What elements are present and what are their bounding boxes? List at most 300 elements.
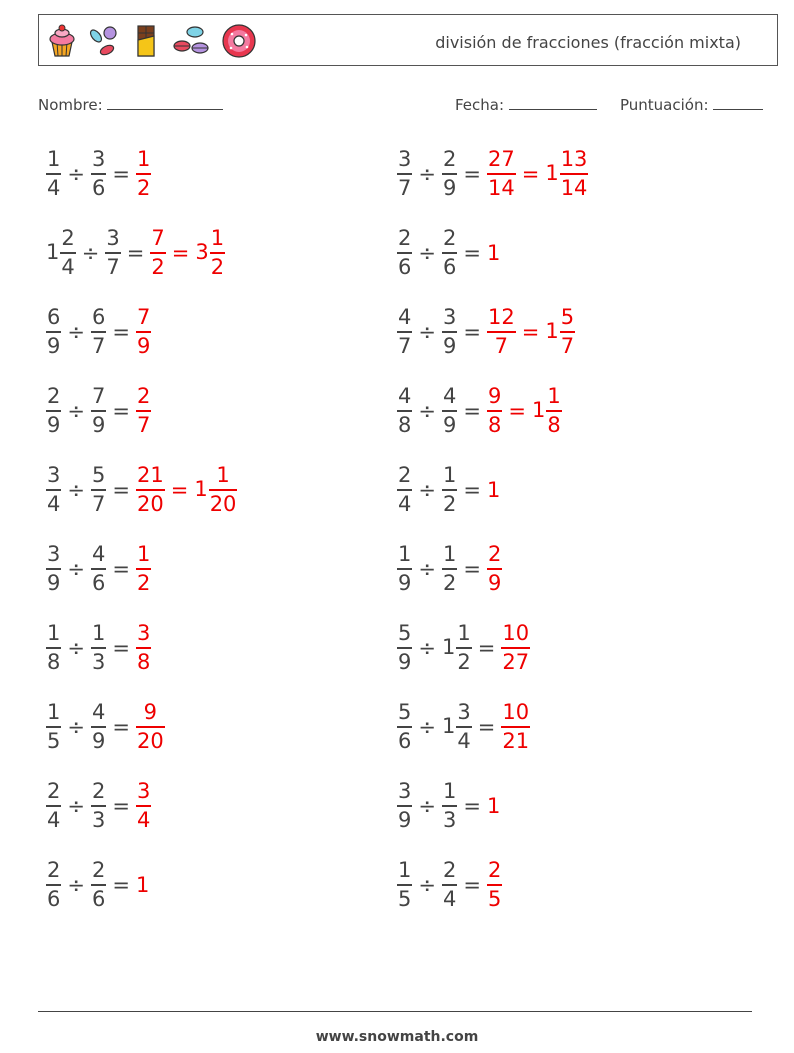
numerator: 1 [136, 147, 151, 171]
problem-3 [46, 223, 225, 283]
number [91, 860, 106, 910]
fraction [105, 228, 120, 278]
number [501, 702, 530, 752]
denominator: 3 [442, 808, 457, 832]
fraction-bar [46, 805, 61, 807]
fraction [397, 544, 412, 594]
numerator: 4 [91, 542, 106, 566]
fraction-bar [487, 410, 502, 412]
denominator: 7 [494, 334, 509, 358]
equals-sign: = [477, 715, 496, 739]
numerator: 2 [442, 858, 457, 882]
number [136, 544, 151, 594]
denominator: 7 [91, 492, 106, 516]
number [91, 702, 106, 752]
divide-sign: ÷ [67, 794, 85, 818]
numerator: 1 [47, 147, 61, 171]
number [136, 702, 165, 752]
number [91, 623, 106, 673]
fraction-bar [136, 410, 151, 412]
fraction [487, 386, 502, 436]
number [46, 307, 61, 357]
fraction [150, 228, 165, 278]
fraction-bar [91, 726, 106, 728]
fraction-bar [136, 173, 151, 175]
fraction [397, 386, 412, 436]
numerator: 1 [398, 542, 412, 566]
fraction-bar [150, 252, 165, 254]
denominator: 9 [47, 571, 61, 595]
denominator: 2 [442, 492, 457, 516]
problem-2 [397, 144, 588, 204]
numerator: 3 [398, 147, 412, 171]
number [91, 307, 106, 357]
numerator: 2 [91, 779, 106, 803]
numerator: 10 [502, 621, 530, 645]
fraction-bar [442, 252, 457, 254]
number [442, 465, 457, 515]
fraction [456, 623, 471, 673]
fraction-bar [487, 568, 502, 570]
denominator: 4 [136, 808, 151, 832]
fraction-bar [136, 647, 151, 649]
problem-8 [397, 381, 562, 441]
problem-14 [397, 618, 530, 678]
number [487, 544, 502, 594]
number [397, 702, 412, 752]
fraction [210, 228, 225, 278]
number [46, 623, 61, 673]
number [397, 465, 412, 515]
fraction [397, 781, 412, 831]
numerator: 3 [47, 542, 61, 566]
denominator: 20 [209, 492, 237, 516]
equals-sign: = [521, 162, 540, 186]
numerator: 27 [487, 147, 515, 171]
score-label: Puntuación: [620, 96, 709, 114]
denominator: 8 [547, 413, 561, 437]
fraction-bar [546, 410, 561, 412]
whole-part: 3 [195, 240, 209, 264]
fraction [46, 149, 61, 199]
equals-sign: = [112, 794, 130, 818]
whole-part: 1 [194, 477, 208, 501]
whole-part: 1 [545, 319, 559, 343]
equals-sign: = [508, 399, 526, 423]
fraction-bar [136, 726, 165, 728]
denominator: 6 [442, 255, 457, 279]
divide-sign: ÷ [418, 557, 436, 581]
fraction [397, 149, 412, 199]
equals-sign: = [463, 557, 481, 581]
name-label: Nombre: [38, 96, 103, 114]
fraction-bar [397, 805, 412, 807]
problem-15 [46, 697, 165, 757]
number [46, 149, 61, 199]
number [46, 702, 61, 752]
denominator: 3 [91, 808, 106, 832]
fraction [560, 307, 575, 357]
numerator: 2 [398, 463, 412, 487]
equals-sign: = [463, 241, 481, 265]
fraction [136, 702, 165, 752]
number [397, 228, 412, 278]
denominator: 5 [47, 729, 61, 753]
whole-part: 1 [486, 241, 501, 265]
fraction-bar [46, 489, 61, 491]
fraction-bar [560, 331, 575, 333]
numerator: 5 [91, 463, 106, 487]
fraction-bar [442, 884, 457, 886]
equals-sign: = [463, 794, 481, 818]
fraction [46, 307, 61, 357]
numerator: 1 [442, 779, 457, 803]
numerator: 1 [91, 621, 106, 645]
fraction [46, 781, 61, 831]
divide-sign: ÷ [67, 162, 85, 186]
problem-9 [46, 460, 237, 520]
number [397, 307, 412, 357]
fraction-bar [501, 647, 530, 649]
number [442, 781, 457, 831]
equals-sign: = [112, 320, 130, 344]
fraction [46, 465, 61, 515]
number [442, 623, 472, 673]
date-field [455, 95, 597, 114]
fraction [46, 544, 61, 594]
chocolate-icon [133, 24, 161, 58]
fraction [442, 781, 457, 831]
number [442, 149, 457, 199]
numerator: 2 [91, 858, 106, 882]
divide-sign: ÷ [67, 873, 85, 897]
numerator: 5 [398, 700, 412, 724]
number [136, 465, 165, 515]
denominator: 8 [47, 650, 61, 674]
fraction-bar [456, 647, 471, 649]
numerator: 1 [210, 226, 225, 250]
fraction-bar [442, 331, 457, 333]
numerator: 1 [47, 700, 61, 724]
fraction-bar [456, 726, 471, 728]
divide-sign: ÷ [418, 399, 436, 423]
equals-sign: = [112, 399, 130, 423]
fraction [46, 386, 61, 436]
fraction-bar [397, 726, 412, 728]
problem-19 [46, 855, 150, 915]
number [397, 781, 412, 831]
numerator: 3 [136, 779, 151, 803]
denominator: 21 [502, 729, 530, 753]
numerator: 1 [216, 463, 230, 487]
numerator: 4 [91, 700, 106, 724]
denominator: 4 [398, 492, 412, 516]
denominator: 9 [487, 571, 502, 595]
numerator: 1 [442, 463, 457, 487]
equals-sign: = [477, 636, 496, 660]
problem-20 [397, 855, 502, 915]
fraction [397, 465, 412, 515]
fraction-bar [46, 647, 61, 649]
number [105, 228, 120, 278]
numerator: 1 [547, 384, 561, 408]
problem-12 [397, 539, 502, 599]
equals-sign: = [171, 241, 190, 265]
numerator: 1 [457, 621, 471, 645]
whole-part: 1 [545, 161, 559, 185]
equals-sign: = [463, 478, 481, 502]
number [46, 781, 61, 831]
fraction [442, 544, 457, 594]
candy-icon [87, 24, 123, 58]
denominator: 6 [91, 887, 106, 911]
fraction-bar [136, 568, 151, 570]
footer-divider [38, 1011, 752, 1012]
numerator: 3 [47, 463, 61, 487]
cupcake-icon [47, 24, 77, 58]
denominator: 9 [136, 334, 151, 358]
denominator: 2 [457, 650, 471, 674]
denominator: 27 [502, 650, 530, 674]
fraction-bar [105, 252, 120, 254]
fraction-bar [501, 726, 530, 728]
numerator: 2 [442, 226, 457, 250]
numerator: 6 [91, 305, 106, 329]
numerator: 3 [442, 305, 457, 329]
numerator: 9 [487, 384, 502, 408]
problem-7 [46, 381, 151, 441]
denominator: 2 [442, 571, 457, 595]
worksheet-header [38, 14, 778, 66]
date-label: Fecha: [455, 96, 505, 114]
problem-18 [397, 776, 501, 836]
numerator: 3 [398, 779, 412, 803]
fraction [442, 228, 457, 278]
numerator: 2 [47, 384, 61, 408]
denominator: 7 [106, 255, 120, 279]
number [397, 860, 412, 910]
numerator: 1 [398, 858, 412, 882]
divide-sign: ÷ [418, 241, 436, 265]
fraction-bar [91, 647, 106, 649]
denominator: 2 [151, 255, 165, 279]
fraction-bar [397, 173, 412, 175]
fraction [442, 465, 457, 515]
equals-sign: = [112, 715, 130, 739]
divide-sign: ÷ [67, 320, 85, 344]
fraction-bar [442, 410, 457, 412]
donut-icon [221, 23, 257, 59]
problem-4 [397, 223, 501, 283]
numerator: 4 [398, 305, 412, 329]
equals-sign: = [463, 873, 481, 897]
fraction-bar [560, 173, 589, 175]
fraction [136, 465, 165, 515]
number [501, 623, 530, 673]
numerator: 3 [106, 226, 120, 250]
fraction [397, 623, 412, 673]
numerator: 2 [47, 858, 61, 882]
number [545, 307, 575, 357]
number [46, 544, 61, 594]
numerator: 5 [398, 621, 412, 645]
problem-16 [397, 697, 530, 757]
fraction-bar [487, 173, 516, 175]
divide-sign: ÷ [418, 794, 436, 818]
footer-url: www.snowmath.com [315, 1029, 479, 1045]
denominator: 4 [442, 887, 457, 911]
denominator: 2 [136, 176, 151, 200]
fraction-bar [209, 489, 238, 491]
fraction [46, 860, 61, 910]
fraction-bar [91, 805, 106, 807]
equals-sign: = [170, 478, 189, 502]
denominator: 4 [47, 492, 61, 516]
divide-sign: ÷ [67, 715, 85, 739]
equals-sign: = [112, 478, 130, 502]
whole-part: 1 [486, 794, 501, 818]
name-field [38, 95, 223, 114]
number [136, 149, 151, 199]
numerator: 2 [61, 226, 75, 250]
denominator: 9 [398, 808, 412, 832]
denominator: 7 [91, 334, 106, 358]
fraction-bar [46, 568, 61, 570]
date-blank [509, 95, 597, 110]
number [91, 544, 106, 594]
number [545, 149, 588, 199]
number [442, 228, 457, 278]
divide-sign: ÷ [418, 320, 436, 344]
numerator: 7 [151, 226, 165, 250]
numerator: 7 [136, 305, 151, 329]
score-field [620, 95, 763, 114]
fraction-bar [91, 173, 106, 175]
fraction [91, 860, 106, 910]
denominator: 9 [91, 729, 106, 753]
fraction [136, 781, 151, 831]
denominator: 4 [47, 176, 61, 200]
fraction [442, 860, 457, 910]
number [487, 794, 501, 818]
number [397, 544, 412, 594]
fraction [397, 702, 412, 752]
whole-part: 1 [531, 398, 546, 422]
problem-17 [46, 776, 151, 836]
fraction-bar [91, 884, 106, 886]
fraction-bar [397, 331, 412, 333]
fraction [487, 544, 502, 594]
denominator: 9 [398, 571, 412, 595]
number [487, 307, 516, 357]
number [487, 478, 501, 502]
denominator: 6 [398, 255, 412, 279]
denominator: 6 [91, 571, 106, 595]
number [136, 307, 151, 357]
fraction-bar [91, 410, 106, 412]
denominator: 8 [136, 650, 151, 674]
fraction [209, 465, 238, 515]
whole-part: 1 [46, 240, 60, 264]
numerator: 2 [442, 147, 457, 171]
equals-sign: = [126, 241, 145, 265]
fraction-bar [91, 489, 106, 491]
divide-sign: ÷ [67, 478, 85, 502]
fraction [397, 860, 412, 910]
denominator: 9 [442, 176, 457, 200]
number [487, 386, 502, 436]
numerator: 4 [398, 384, 412, 408]
numerator: 10 [502, 700, 530, 724]
number [91, 781, 106, 831]
denominator: 14 [560, 176, 588, 200]
numerator: 6 [47, 305, 61, 329]
fraction-bar [46, 410, 61, 412]
denominator: 20 [136, 729, 164, 753]
denominator: 8 [398, 413, 412, 437]
equals-sign: = [112, 557, 130, 581]
denominator: 6 [398, 729, 412, 753]
fraction [91, 702, 106, 752]
numerator: 12 [487, 305, 515, 329]
number [150, 228, 165, 278]
fraction [91, 307, 106, 357]
number [397, 149, 412, 199]
divide-sign: ÷ [67, 399, 85, 423]
problem-5 [46, 302, 151, 362]
denominator: 9 [442, 334, 457, 358]
number [442, 702, 472, 752]
fraction [501, 623, 530, 673]
fraction-bar [91, 331, 106, 333]
divide-sign: ÷ [67, 557, 85, 581]
denominator: 9 [91, 413, 106, 437]
fraction-bar [487, 331, 516, 333]
fraction [91, 386, 106, 436]
fraction [91, 149, 106, 199]
denominator: 4 [457, 729, 471, 753]
number [442, 386, 457, 436]
numerator: 5 [560, 305, 575, 329]
numerator: 3 [91, 147, 106, 171]
number [91, 386, 106, 436]
divide-sign: ÷ [418, 636, 436, 660]
number [136, 623, 151, 673]
macarons-icon [171, 24, 211, 58]
number [136, 386, 151, 436]
problem-10 [397, 460, 501, 520]
fraction-bar [397, 410, 412, 412]
number [91, 465, 106, 515]
fraction-bar [397, 884, 412, 886]
equals-sign: = [463, 162, 481, 186]
fraction-bar [46, 331, 61, 333]
whole-part: 1 [486, 478, 501, 502]
numerator: 9 [143, 700, 158, 724]
number [194, 465, 237, 515]
fraction [456, 702, 471, 752]
denominator: 3 [91, 650, 106, 674]
fraction-bar [60, 252, 75, 254]
numerator: 1 [47, 621, 61, 645]
denominator: 6 [91, 176, 106, 200]
fraction [442, 386, 457, 436]
fraction-bar [487, 884, 502, 886]
denominator: 2 [136, 571, 151, 595]
numerator: 21 [136, 463, 164, 487]
equals-sign: = [521, 320, 540, 344]
equals-sign: = [112, 162, 130, 186]
